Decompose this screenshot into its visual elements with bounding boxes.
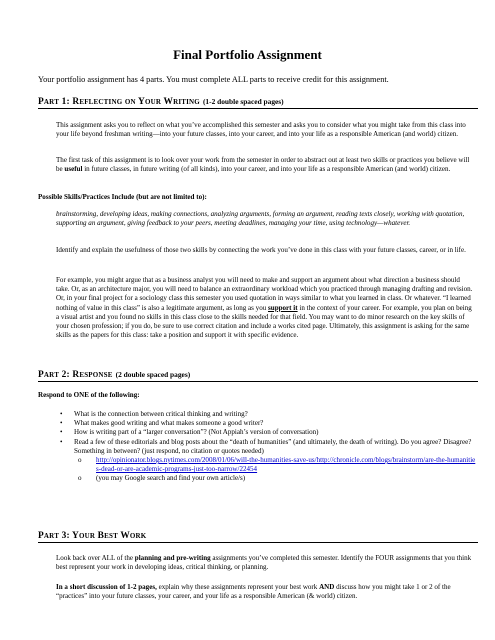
- part3-p2-bold-2: AND: [319, 583, 335, 591]
- article-links-list: [74, 456, 476, 484]
- response-option-text: Read a few of these editorials and blog posts about the “death of humanities” (and ultimately, the death of writing). Do you agree? Disagree? Something in between? (just respond, no citation or quotes needed): [74, 437, 472, 455]
- part1-paragraph-3: Identify and explain the usefulness of those two skills by connecting the work you’ve done in this class with your future classes, career, or in life.: [56, 246, 466, 254]
- part2-heading-text: Part 2: Response: [38, 370, 113, 380]
- skills-label: Possible Skills/Practices Include (but are not limited to):: [38, 193, 207, 201]
- intro-text: Your portfolio assignment has 4 parts. You must complete ALL parts to receive credit for this assignment.: [38, 75, 389, 84]
- part1-p4-text-a: For example, you might argue that as a business analyst you will need to make and support an argument about what direction a business should take. Or, as an architecture major, you will need to balance an extraordinary workload which you practiced through managing drafting and revision. Or, in your final project for a sociology class this semester you used quotation in ways similar to what you learned in class. Or whatever. “I learned nothing of value in this class” is also a legitimate argument, as long as you: [56, 276, 473, 312]
- part1-heading-text: Part 1: Reflecting on Your Writing: [38, 97, 200, 107]
- part3-p1-text-b: assignments you’ve completed this semester. Identify the FOUR assignments that you think best represent your work in developing ideas, critical thinking, or planning.: [56, 554, 472, 572]
- part1-p2-text-a: The first task of this assignment is to look over your work from the semester in order to abstract out at least two skills or practices you believe will be: [56, 156, 470, 174]
- part3-p2-text-a: explain why these assignments represent your best work: [156, 583, 320, 591]
- part1-p2-bold: useful: [64, 165, 83, 174]
- part1-p2-text-b: in future classes, in future writing (of all kinds), into your career, and into your life as a responsible American (and world) citizen.: [82, 165, 451, 174]
- part3-p2-bold-1: In a short discussion of 1-2 pages,: [56, 583, 157, 591]
- google-search-note: (you may Google search and find your own article/s): [96, 474, 246, 483]
- page-title: Final Portfolio Assignment: [173, 47, 322, 62]
- skills-list: brainstorming, developing ideas, making connections, analyzing arguments, forming an argument, reading texts closely, working with quotation, supporting an argument, giving feedback to your peers, meeting deadlines, managing your time, using technology—whatever.: [56, 210, 465, 228]
- response-option: • What makes good writing and what makes someone a good writer?: [56, 419, 476, 428]
- part3-paragraph-2: [56, 583, 474, 601]
- article-link-item: [74, 474, 476, 483]
- part1-paragraph-4: [56, 276, 474, 340]
- part1-p4-bold: support it: [268, 303, 298, 312]
- article-link[interactable]: http://opinionator.blogs.nytimes.com/2008/01/06/will-the-humanities-save-us/http://chronicle.com/blogs/brainstorm/are-the-humanities-dead-or-are-academic-programs-just-too-narrow/22454: [96, 456, 476, 474]
- response-option: • How is writing part of a “larger conversation”? (Not Appiah’s version of conversation): [56, 428, 476, 437]
- response-option: • What is the connection between critical thinking and writing?: [56, 410, 476, 419]
- response-option: [56, 438, 476, 484]
- part2-heading: [38, 370, 478, 382]
- part3-paragraph-1: [56, 554, 474, 572]
- part3-heading: [38, 531, 478, 543]
- part3-p2-text-b: discuss how you might take 1 or 2 of the “practices” into your future classes, your career, and your life as a responsible American (& world) citizen.: [56, 583, 451, 601]
- part1-heading: [38, 97, 478, 109]
- part3-p1-text-a: Look back over ALL of the: [56, 554, 135, 562]
- part3-p1-bold: planning and pre-writing: [134, 554, 211, 562]
- response-options-list: [56, 410, 476, 484]
- part1-paragraph-2: [56, 156, 474, 174]
- part1-heading-sub: (1-2 double spaced pages): [202, 97, 284, 106]
- part1-paragraph-1: This assignment asks you to reflect on what you’ve accomplished this semester and asks you to consider what you might take from this class into your life beyond freshman writing—into your future classes, into your career, and into your life as a responsible American (and world) citizen.: [56, 121, 466, 139]
- article-link-item: [74, 456, 476, 474]
- part3-heading-text: Part 3: Your Best Work: [38, 531, 147, 541]
- respond-label: Respond to ONE of the following:: [38, 391, 140, 399]
- part2-heading-sub: (2 double spaced pages): [115, 370, 191, 379]
- part1-p4-text-b: in the context of your career. For example, you plan on being a visual artist and you found no skills in this class close to the skills needed for that field. You may want to do minor research on the key skills of your chosen profession; if you do, be sure to use correct citation and include a works cited page. Ultimately, this assignment is asking for the same skills as the papers for this class: take a position and support it with specific evidence.: [56, 303, 472, 340]
